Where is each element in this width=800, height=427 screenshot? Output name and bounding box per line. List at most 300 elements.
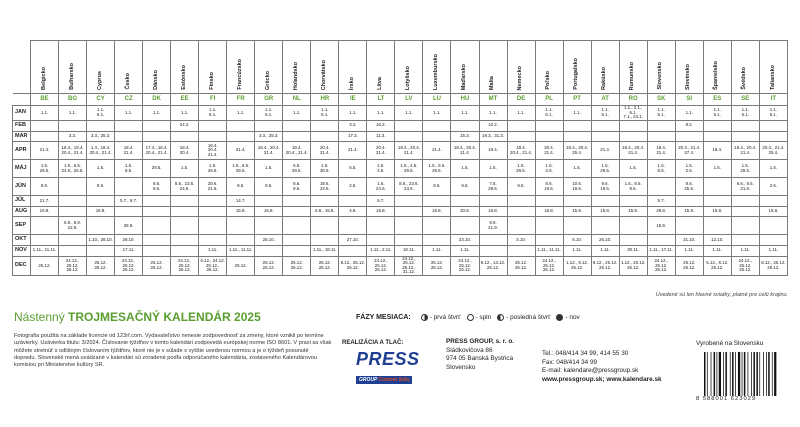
holiday-cell	[199, 217, 227, 235]
contact-tel: Tel.: 048/414 34 99, 414 55 30	[542, 350, 629, 357]
code-corner	[13, 94, 31, 106]
month-label: MAR	[13, 131, 31, 142]
holiday-cell	[283, 245, 311, 256]
holiday-cell	[115, 178, 143, 196]
country-code: SK	[647, 94, 675, 106]
barcode-bar	[714, 352, 716, 396]
holiday-cell	[283, 196, 311, 207]
contact-fax: Fax: 048/414 34 99	[542, 358, 598, 366]
country-name: Slovensko	[657, 62, 664, 90]
holiday-cell: 18.4., 20.4. 21.4.	[731, 142, 759, 160]
holiday-cell: 15.8.	[423, 206, 451, 217]
month-row	[13, 160, 788, 178]
holiday-cell: 1.5.	[171, 160, 199, 178]
holiday-cell	[479, 245, 507, 256]
holiday-cell: 18.4., 20.4. 21.4.	[255, 142, 283, 160]
barcode-bar	[759, 352, 760, 396]
first-quarter-label: - prvá štvrť	[429, 314, 461, 322]
holiday-cell	[395, 206, 423, 217]
country-name-header	[199, 41, 227, 94]
holiday-cell: 20.4. 21.4.	[535, 142, 563, 160]
holiday-cell: 1.1.	[59, 106, 87, 121]
country-name: Írsko	[348, 76, 355, 90]
country-code: AT	[591, 94, 619, 106]
web-links: www.pressgroup.sk; www.kalendare.sk	[542, 376, 662, 383]
holiday-cell: 9.6.	[507, 178, 535, 196]
holiday-cell: 10.6. 19.6.	[563, 178, 591, 196]
country-name: Taliansko	[769, 65, 776, 90]
holiday-cell: 3.3.	[59, 131, 87, 142]
country-name: Malta	[489, 75, 496, 90]
holiday-cell: 24.12., 25.12. 26.12.	[451, 256, 479, 276]
country-name-header	[759, 41, 787, 94]
holiday-cell: 18.4. 21.4.	[115, 142, 143, 160]
holiday-cell: 7.6. 29.6.	[479, 178, 507, 196]
holiday-cell: 1.5.	[563, 160, 591, 178]
holiday-cell	[311, 196, 339, 207]
full-moon-icon	[467, 314, 474, 321]
publisher-name: PRESS GROUP, s. r. o.	[446, 338, 515, 345]
holiday-cell	[31, 235, 59, 246]
publisher-country: Slovensko	[446, 363, 476, 371]
holiday-cell: 1.1.	[479, 106, 507, 121]
holiday-cell: 18.4.	[479, 142, 507, 160]
holiday-cell	[227, 235, 255, 246]
holiday-cell: 25.12. 26.12.	[87, 256, 115, 276]
holiday-cell	[703, 196, 731, 207]
country-name-header	[535, 41, 563, 94]
holiday-cell: 16.2.	[367, 121, 395, 132]
holiday-cell	[563, 121, 591, 132]
holiday-cell: 18.4. 20.4. 21.4.	[199, 142, 227, 160]
country-name: Fínsko	[208, 72, 215, 90]
country-name: Česko	[124, 73, 131, 90]
holiday-cell	[451, 217, 479, 235]
country-name: Francúzsko	[236, 59, 243, 90]
holiday-cell: 1.5., 8.5. 29.5.	[227, 160, 255, 178]
holiday-cell: 20.4. 21.4.	[311, 142, 339, 160]
country-code: LV	[395, 94, 423, 106]
holiday-cell	[395, 121, 423, 132]
country-name-header	[479, 41, 507, 94]
holiday-cell: 8.12., 13.12. 25.12.	[479, 256, 507, 276]
holiday-cell: 6.7.	[367, 196, 395, 207]
country-name-header	[451, 41, 479, 94]
country-code: PL	[535, 94, 563, 106]
holiday-cell	[311, 217, 339, 235]
holiday-cell	[59, 245, 87, 256]
holiday-cell: 15.8.	[675, 206, 703, 217]
holiday-cell	[647, 235, 675, 246]
holiday-cell: 1.11., 11.11.	[535, 245, 563, 256]
holiday-cell: 10.2.	[479, 121, 507, 132]
holiday-cell	[311, 235, 339, 246]
holiday-cell: 1.1.	[115, 106, 143, 121]
holiday-cell	[227, 121, 255, 132]
holiday-cell: 25.12.	[227, 256, 255, 276]
country-name: Španielsko	[713, 60, 720, 90]
holiday-cell: 1.1.	[423, 106, 451, 121]
holiday-cell: 1.1. 6.1.	[731, 106, 759, 121]
country-name: Estónsko	[180, 65, 187, 90]
logo-tagline: Custom Solu	[378, 377, 410, 383]
holiday-cell: 15.8.	[591, 206, 619, 217]
barcode-bar	[753, 352, 755, 396]
holiday-cell	[507, 131, 535, 142]
holiday-cell: 1.5. 29.5.	[31, 160, 59, 178]
holiday-cell: 1.11.	[675, 245, 703, 256]
month-row	[13, 256, 788, 276]
publisher-city: 974 05 Banská Bystrica	[446, 355, 514, 363]
holiday-cell: 1.1. 6.1.	[703, 106, 731, 121]
country-name-header	[395, 41, 423, 94]
month-row	[13, 206, 788, 217]
holiday-cell: 3.3., 25.3.	[87, 131, 115, 142]
holiday-cell: 15.3.	[451, 131, 479, 142]
holiday-cell: 17.11.	[115, 245, 143, 256]
holiday-cell	[703, 178, 731, 196]
holiday-cell	[59, 235, 87, 246]
holiday-cell: 17.3.	[339, 131, 367, 142]
holiday-cell: 8.6., 23.6. 24.6.	[171, 178, 199, 196]
holiday-cell: 20.6. 21.6.	[199, 178, 227, 196]
country-name-header	[367, 41, 395, 94]
holiday-cell	[451, 121, 479, 132]
country-name-header	[255, 41, 283, 94]
holiday-cell: 1.5.	[759, 160, 787, 178]
holiday-cell: 21.4.	[227, 142, 255, 160]
holiday-cell: 20.4., 21.4. 27.4.	[675, 142, 703, 160]
barcode-bar	[730, 352, 731, 396]
holiday-cell	[395, 196, 423, 207]
realization-label: REALIZÁCIA A TLAČ:	[342, 340, 404, 346]
holiday-cell	[703, 217, 731, 235]
holiday-cell	[59, 178, 87, 196]
moon-new	[556, 314, 579, 321]
barcode-image	[702, 352, 784, 400]
country-name-header	[87, 41, 115, 94]
holiday-cell: 12.10.	[703, 235, 731, 246]
month-label: JÚN	[13, 178, 31, 196]
new-moon-label: - nov	[565, 314, 580, 322]
holiday-cell	[199, 235, 227, 246]
holiday-cell	[143, 235, 171, 246]
holiday-cell	[283, 217, 311, 235]
country-name: Chorvátsko	[320, 59, 327, 90]
country-code-row	[13, 94, 788, 106]
holiday-cell	[255, 245, 283, 256]
holiday-cell	[563, 196, 591, 207]
holiday-cell: 15.8.	[31, 206, 59, 217]
holiday-cell: 15.8.	[255, 206, 283, 217]
holiday-cell	[171, 196, 199, 207]
country-name-header	[143, 41, 171, 94]
holiday-cell	[143, 245, 171, 256]
holiday-cell: 1.5.	[479, 160, 507, 178]
holiday-cell: 9.6.	[227, 178, 255, 196]
barcode-bar	[748, 352, 749, 396]
country-name: Portugalsko	[573, 58, 580, 90]
country-code: DK	[143, 94, 171, 106]
holiday-cell: 1.1. 6.1.	[591, 106, 619, 121]
holiday-cell: 18.4., 19.4. 20.4., 21.4.	[59, 142, 87, 160]
holiday-cell	[115, 131, 143, 142]
holiday-cell	[143, 217, 171, 235]
country-name: Rakúsko	[601, 67, 608, 90]
holiday-cell: 1.5.	[703, 160, 731, 178]
logo-group-bar	[356, 376, 412, 384]
holiday-cell: 11.3.	[367, 131, 395, 142]
logo-press-text: PRESS	[356, 349, 420, 369]
holiday-cell	[423, 121, 451, 132]
first-quarter-moon-icon	[421, 314, 428, 321]
holiday-cell: 8.6. 19.6.	[535, 178, 563, 196]
month-label: APR	[13, 142, 31, 160]
holiday-cell: 1.11.	[759, 245, 787, 256]
holiday-cell: 18.4. 20.4., 21.4.	[283, 142, 311, 160]
holiday-cell	[535, 217, 563, 235]
holiday-cell: 18.4., 20.4. 21.4.	[619, 142, 647, 160]
holiday-cell: 19.6. 22.6.	[311, 178, 339, 196]
holiday-cell	[87, 196, 115, 207]
holiday-cell: 5.10.	[563, 235, 591, 246]
holiday-cell	[115, 206, 143, 217]
holiday-cell: 24.2.	[171, 121, 199, 132]
holiday-cell	[451, 196, 479, 207]
country-code: LT	[367, 94, 395, 106]
holiday-cell	[283, 206, 311, 217]
holiday-cell: 8.6. 9.6.	[283, 178, 311, 196]
barcode-bar	[742, 352, 743, 396]
holiday-cell: 15.8.	[367, 206, 395, 217]
month-row	[13, 235, 788, 246]
holiday-cell: 5.8., 15.8.	[311, 206, 339, 217]
holiday-cell	[619, 121, 647, 132]
holiday-cell: 8.2.	[675, 121, 703, 132]
holiday-cell: 14.7.	[227, 196, 255, 207]
country-name: Poľsko	[545, 71, 552, 90]
month-label: NOV	[13, 245, 31, 256]
holiday-cell: 9.6.	[255, 178, 283, 196]
holiday-cell	[255, 121, 283, 132]
month-label: FEB	[13, 121, 31, 132]
holiday-cell: 25.12. 26.12.	[311, 256, 339, 276]
holiday-cell: 8.12., 25.12. 26.12.	[759, 256, 787, 276]
barcode-bar	[704, 352, 706, 396]
country-name-header	[507, 41, 535, 94]
holiday-cell: 18.4. 20.4.	[171, 142, 199, 160]
holiday-cell: 1.4., 18.4. 20.4., 21.4.	[87, 142, 115, 160]
moon-phases-legend	[356, 314, 580, 321]
holiday-cell: 1.5. 2.5.	[675, 160, 703, 178]
holiday-cell	[199, 131, 227, 142]
table-corner	[13, 41, 31, 94]
month-label: MÁJ	[13, 160, 31, 178]
holiday-cell: 1.1.	[283, 106, 311, 121]
country-name-header	[115, 41, 143, 94]
holiday-cell	[227, 217, 255, 235]
holiday-cell: 21.7.	[31, 196, 59, 207]
holiday-cell: 25.12. 26.12.	[675, 256, 703, 276]
country-code: NL	[283, 94, 311, 106]
holiday-cell: 28.10.	[255, 235, 283, 246]
holiday-cell: 9.6.	[423, 178, 451, 196]
holiday-cell: 1.1.	[563, 106, 591, 121]
holiday-cell: 25.12. 26.12.	[143, 256, 171, 276]
holiday-cell: 1.5. 29.5.	[591, 160, 619, 178]
holiday-cell: 1.5. 8.5.	[647, 160, 675, 178]
holiday-cell	[563, 217, 591, 235]
holiday-cell: 1.11.	[563, 245, 591, 256]
holiday-cell	[535, 235, 563, 246]
holiday-cell: 1.5.	[255, 160, 283, 178]
holiday-cell: 6.6., 8.6. 21.6.	[731, 178, 759, 196]
holiday-cell	[311, 121, 339, 132]
holiday-cell	[507, 196, 535, 207]
holiday-cell	[675, 131, 703, 142]
barcode-bar	[719, 352, 721, 396]
holiday-cell: 1.5., 9.5. 29.5.	[423, 160, 451, 178]
country-name: Holandsko	[292, 61, 299, 90]
holiday-cell: 17.4., 18.4. 20.4., 21.4.	[143, 142, 171, 160]
holiday-cell: 1.10., 28.10.	[87, 235, 115, 246]
holiday-cell	[759, 217, 787, 235]
country-name-header	[647, 41, 675, 94]
holiday-table	[12, 40, 788, 276]
month-row	[13, 196, 788, 207]
country-code: CZ	[115, 94, 143, 106]
holiday-cell: 18.11.	[395, 245, 423, 256]
holiday-cell	[507, 206, 535, 217]
contact-email: E-mail: kalendare@pressgroup.sk	[542, 367, 639, 375]
holiday-cell: 1.1. 6.1.	[255, 106, 283, 121]
holiday-cell	[395, 217, 423, 235]
holiday-cell	[31, 217, 59, 235]
country-code: LU	[423, 94, 451, 106]
holiday-cell	[507, 121, 535, 132]
holiday-cell: 4.8.	[339, 206, 367, 217]
country-code: EE	[171, 94, 199, 106]
holiday-cell	[339, 217, 367, 235]
holiday-cell	[619, 217, 647, 235]
country-code: IE	[339, 94, 367, 106]
holiday-cell: 6.12., 8.12. 25.12.	[703, 256, 731, 276]
holiday-cell	[731, 235, 759, 246]
holiday-cell: 1.1.	[143, 106, 171, 121]
holiday-cell: 1.11.	[731, 245, 759, 256]
country-name-header	[423, 41, 451, 94]
holiday-cell: 18.4., 20.4. 25.4.	[563, 142, 591, 160]
holiday-cell: 2.6.	[339, 178, 367, 196]
country-name: Nemecko	[517, 65, 524, 90]
holiday-cell: 1.5., 4.5. 29.5.	[395, 160, 423, 178]
country-code: SE	[731, 94, 759, 106]
holiday-cell: 5.5. 29.5.	[283, 160, 311, 178]
country-code: RO	[619, 94, 647, 106]
holiday-cell: 1.5. 4.5.	[367, 160, 395, 178]
holiday-cell	[171, 245, 199, 256]
holiday-cell	[731, 131, 759, 142]
holiday-cell	[171, 235, 199, 246]
country-name: Dánsko	[152, 70, 159, 90]
holiday-cell: 25.12. 26.12.	[255, 256, 283, 276]
holiday-cell: 1.1.	[171, 106, 199, 121]
holiday-cell	[507, 245, 535, 256]
holiday-cell: 1.1.	[339, 106, 367, 121]
country-code: HU	[451, 94, 479, 106]
holiday-cell: 6.12., 24.12. 25.12., 26.12.	[199, 256, 227, 276]
holiday-cell	[535, 131, 563, 142]
holiday-cell: 18.4., 20.4. 21.4.	[451, 142, 479, 160]
country-name: Lotyšsko	[405, 65, 412, 90]
country-name-header	[311, 41, 339, 94]
holiday-cell: 1.1.	[367, 106, 395, 121]
press-group-logo	[356, 349, 420, 383]
logo-group-text: GROUP	[359, 377, 378, 383]
holiday-cell	[283, 235, 311, 246]
holiday-cell: 20.4. 21.4.	[367, 142, 395, 160]
holiday-cell	[311, 131, 339, 142]
country-name: Maďarsko	[461, 63, 468, 90]
month-label: SEP	[13, 217, 31, 235]
holiday-cell: 20.8.	[451, 206, 479, 217]
holiday-cell	[647, 121, 675, 132]
holiday-cell: 23.10.	[451, 235, 479, 246]
holiday-cell: 30.11.	[619, 245, 647, 256]
publisher-address	[446, 338, 514, 373]
holiday-cell: 21.4.	[339, 142, 367, 160]
holiday-cell: 1.1.	[227, 106, 255, 121]
holiday-cell: 5.7.	[647, 196, 675, 207]
holiday-cell	[255, 217, 283, 235]
holiday-cell: 1.5. 3.5.	[535, 160, 563, 178]
barcode-bar	[744, 352, 746, 396]
month-row	[13, 106, 788, 121]
holiday-footnote: Uvedené sú len hlavné sviatky, platné pre celú krajinu.	[655, 292, 788, 298]
holiday-cell	[59, 121, 87, 132]
holiday-cell: 8.12., 25.12. 26.12.	[339, 256, 367, 276]
barcode-bar	[723, 352, 724, 396]
holiday-cell	[171, 131, 199, 142]
holiday-cell: 25.12. 26.12.	[283, 256, 311, 276]
holiday-cell	[283, 121, 311, 132]
country-name: Belgicko	[40, 67, 47, 90]
holiday-cell: 21.4.	[423, 142, 451, 160]
holiday-cell	[759, 196, 787, 207]
country-code: GR	[255, 94, 283, 106]
holiday-cell: 24.12., 25.12. 26.12., 31.12.	[395, 256, 423, 276]
country-name-header	[703, 41, 731, 94]
country-code: ES	[703, 94, 731, 106]
holiday-cell	[143, 196, 171, 207]
holiday-cell: 15.9.	[647, 217, 675, 235]
moon-full	[467, 314, 492, 321]
holiday-cell: 1.11., 11.11.	[227, 245, 255, 256]
country-name-header	[675, 41, 703, 94]
holiday-cell: 9.6.	[31, 178, 59, 196]
holiday-cell: 9.6. 19.6.	[591, 178, 619, 196]
holiday-cell: 15.8.	[703, 206, 731, 217]
holiday-cell: 8.12., 25.12. 26.12.	[591, 256, 619, 276]
holiday-cell: 3.2.	[339, 121, 367, 132]
barcode-bar	[768, 352, 770, 396]
holiday-cell	[619, 131, 647, 142]
holiday-cell	[87, 245, 115, 256]
holiday-cell: 1.11.	[451, 245, 479, 256]
publisher-contacts	[542, 350, 638, 376]
holiday-cell: 1.1. 6.1.	[759, 106, 787, 121]
country-name: Grécko	[264, 71, 271, 90]
